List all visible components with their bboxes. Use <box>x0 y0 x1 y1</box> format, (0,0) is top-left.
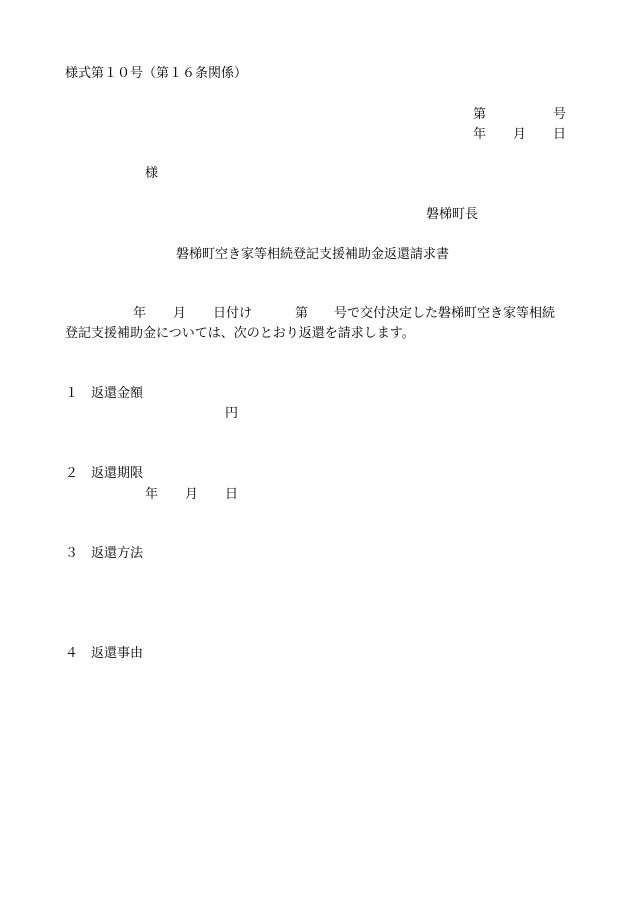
section-amount-label: 返還金額 <box>91 386 144 401</box>
section-amount-unit: 円 <box>225 406 239 421</box>
section-deadline-month: 月 <box>185 487 199 502</box>
form-label: 様式第１０号（第１６条関係） <box>65 66 248 81</box>
issuer: 磐梯町長 <box>426 207 479 222</box>
document-date-year: 年 <box>473 127 487 142</box>
body-day-dated: 日付け <box>213 306 253 321</box>
document-date-day: 日 <box>553 127 567 142</box>
document-date-month: 月 <box>513 127 527 142</box>
page-title: 磐梯町空き家等相続登記支援補助金返還請求書 <box>176 247 450 262</box>
section-deadline-label: 返還期限 <box>91 466 144 481</box>
body-line2: 登記支援補助金については、次のとおり返還を請求します。 <box>65 326 415 341</box>
section-reason-label: 返還事由 <box>91 646 144 661</box>
section-method-number: ３ <box>65 546 79 561</box>
body-month: 月 <box>173 306 187 321</box>
body-dai: 第 <box>295 306 309 321</box>
document-number-go: 号 <box>553 107 567 122</box>
body-year: 年 <box>133 306 147 321</box>
section-deadline-year: 年 <box>145 487 159 502</box>
section-deadline-day: 日 <box>225 487 239 502</box>
addressee-suffix: 様 <box>145 166 159 181</box>
section-reason-number: ４ <box>65 646 79 661</box>
section-method-label: 返還方法 <box>91 546 144 561</box>
section-amount-number: １ <box>65 386 79 401</box>
document-number-dai: 第 <box>473 107 487 122</box>
section-deadline-number: ２ <box>65 466 79 481</box>
body-line1-rest: 号で交付決定した磐梯町空き家等相続 <box>334 306 556 321</box>
